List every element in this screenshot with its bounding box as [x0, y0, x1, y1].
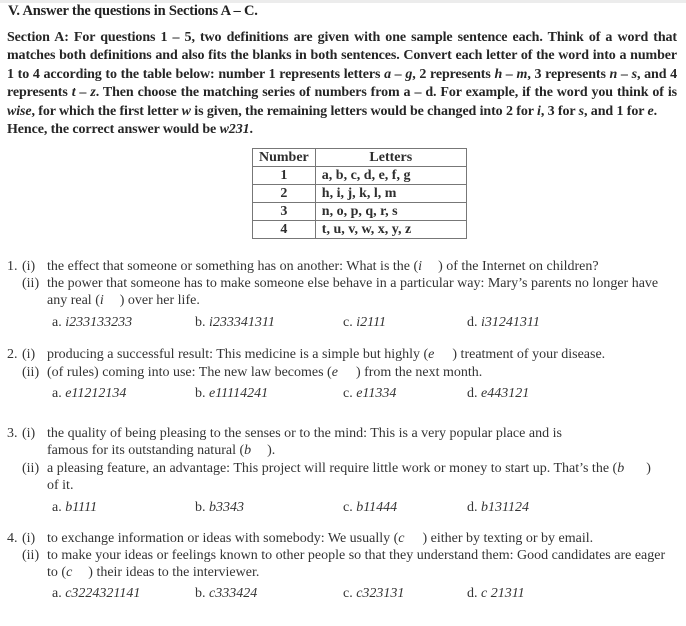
definition-label: (i) [22, 347, 36, 362]
row-number: 1 [253, 167, 316, 185]
definition-line: producing a successful result: This medicine is a simple but highly (e ) treatment of your disease. [47, 347, 606, 362]
table-row [253, 221, 467, 239]
option-a[interactable]: a. c3224321141 [52, 586, 141, 601]
definition-label: (i) [22, 259, 36, 274]
definition-line: to exchange information or ideas with somebody: We usually (c ) either by texting or by email. [47, 531, 594, 546]
option-b[interactable]: b. i233341311 [195, 315, 275, 330]
option-d[interactable]: d. b131124 [467, 500, 529, 515]
section-a-instructions [7, 29, 677, 139]
option-b[interactable]: b. b3343 [195, 500, 244, 515]
definition-line: to make your ideas or feelings known to other people so that they understand them: Good candidates are eager [47, 548, 666, 563]
question-number: 3. [7, 426, 18, 441]
option-b[interactable]: b. c333424 [195, 586, 258, 601]
section-title: V. Answer the questions in Sections A – C. [8, 3, 258, 19]
intro-line-2: matches both definitions and also fits the blanks in both sentences. Convert each letter of the word into a number 1 [7, 48, 677, 82]
row-letters: h, i, j, k, l, m [315, 185, 466, 203]
row-number: 3 [253, 203, 316, 221]
definition-line: the quality of being pleasing to the senses or to the mind: This is a very popular place and is [47, 426, 562, 441]
option-c[interactable]: c. i2111 [343, 315, 387, 330]
table-row [253, 203, 467, 221]
question-number: 1. [7, 259, 18, 274]
definition-label: (ii) [22, 276, 40, 291]
header-letters: Letters [315, 149, 466, 167]
definition-line: of it. [47, 478, 74, 493]
option-d[interactable]: d. c 21311 [467, 586, 525, 601]
definition-line: (of rules) coming into use: The new law becomes (e ) from the next month. [47, 365, 483, 380]
option-c[interactable]: c. e11334 [343, 386, 397, 401]
intro-line-1: Section A: For questions 1 – 5, two definitions are given with one sample sentence each. Think of a word that [7, 30, 677, 45]
definition-label: (i) [22, 531, 36, 546]
option-a[interactable]: a. i233133233 [52, 315, 133, 330]
definition-label: (ii) [22, 461, 40, 476]
option-c[interactable]: c. c323131 [343, 586, 405, 601]
option-d[interactable]: d. i31241311 [467, 315, 540, 330]
option-a[interactable]: a. e11212134 [52, 386, 127, 401]
option-d[interactable]: d. e443121 [467, 386, 530, 401]
row-letters: a, b, c, d, e, f, g [315, 167, 466, 185]
option-b[interactable]: b. e11114241 [195, 386, 269, 401]
definition-label: (ii) [22, 365, 40, 380]
definition-line: to (c ) their ideas to the interviewer. [47, 565, 260, 580]
question-number: 2. [7, 347, 18, 362]
row-letters: t, u, v, w, x, y, z [315, 221, 466, 239]
intro-line-3: to 4 according to the table below: number 1 represents letters a – g, 2 represents h – m, 3 represents n – s, and 4 [17, 66, 678, 82]
question-number: 4. [7, 531, 18, 546]
definition-line: any real (i ) over her life. [47, 293, 200, 308]
row-number: 4 [253, 221, 316, 239]
option-a[interactable]: a. b1111 [52, 500, 98, 515]
intro-line-4: represents t – z. Then choose the matching series of numbers from a – d. For example, if the word you think of is [7, 85, 677, 101]
intro-line-5: wise, for which the first letter w is given, the remaining letters would be changed into 2 for i, 3 for s, and 1 for e. [7, 103, 658, 119]
row-number: 2 [253, 185, 316, 203]
definition-label: (i) [22, 426, 36, 441]
table-header-row [253, 149, 467, 167]
definition-label: (ii) [22, 548, 40, 563]
letter-number-table [252, 148, 467, 239]
option-c[interactable]: c. b11444 [343, 500, 398, 515]
row-letters: n, o, p, q, r, s [315, 203, 466, 221]
definition-line: the power that someone has to make someone else behave in a particular way: Mary’s parents no longer have [47, 276, 659, 291]
table-row [253, 185, 467, 203]
definition-line: the effect that someone or something has on another: What is the (i ) of the Internet on children? [47, 259, 599, 274]
intro-line-6: Hence, the correct answer would be w231. [7, 122, 253, 138]
table-row [253, 167, 467, 185]
definition-line: a pleasing feature, an advantage: This project will require little work or money to start up. That’s the (b ) [47, 461, 651, 476]
definition-line: famous for its outstanding natural (b ). [47, 443, 276, 458]
header-number: Number [253, 149, 316, 167]
